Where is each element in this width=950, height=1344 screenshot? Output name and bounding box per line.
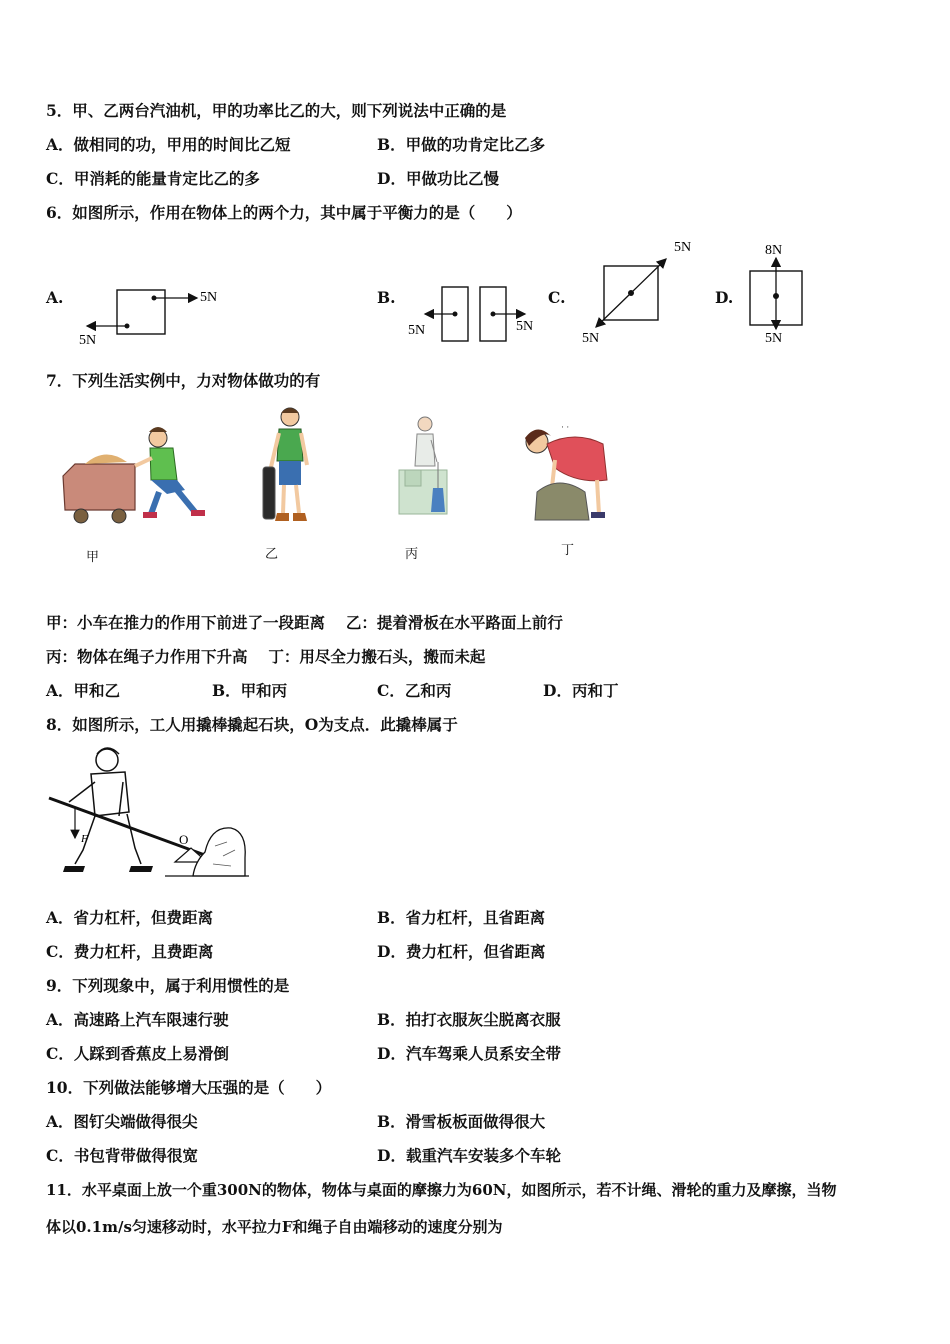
- q8-option-d[interactable]: D．费力杠杆，但省距离: [377, 942, 546, 961]
- q7-pic-label-ding: 丁: [561, 543, 575, 558]
- q6-label-b[interactable]: B.: [377, 288, 396, 307]
- q7-option-a[interactable]: A．甲和乙: [46, 681, 121, 700]
- q5-option-a[interactable]: A．做相同的功，甲用的时间比乙短: [46, 135, 291, 154]
- q9-option-c[interactable]: C．人踩到香蕉皮上易滑倒: [46, 1044, 229, 1063]
- q10-option-d[interactable]: D．载重汽车安装多个车轮: [377, 1146, 561, 1165]
- q8-option-b[interactable]: B．省力杠杆，且省距离: [377, 908, 546, 927]
- q7-desc-line2: 丙：物体在绳子力作用下升高 丁：用尽全力搬石头，搬而未起: [46, 647, 486, 666]
- force-label: 5N: [516, 319, 534, 334]
- q7-desc-line1: 甲：小车在推力的作用下前进了一段距离 乙：提着滑板在水平路面上前行: [46, 613, 563, 632]
- q8-figure-crowbar: [45, 746, 250, 882]
- q10-option-a[interactable]: A．图钉尖端做得很尖: [46, 1112, 198, 1131]
- q11-stem-line1: 11．水平桌面上放一个重300N的物体，物体与桌面的摩擦力为60N，如图所示，若不计绳、滑轮的重力及摩擦，当物: [46, 1181, 837, 1199]
- q9-stem: 9．下列现象中，属于利用惯性的是: [46, 976, 290, 995]
- force-arrow-up-right: [631, 259, 666, 293]
- q6-figure-d: [745, 238, 809, 348]
- q7-pic-yi: [255, 405, 325, 530]
- q6-figure-c: [578, 235, 704, 347]
- q7-pic-ding: [515, 420, 625, 525]
- force-label: 5N: [408, 323, 426, 338]
- q7-pic-jia: [55, 418, 215, 528]
- q7-pic-label-yi: 乙: [265, 547, 279, 562]
- q7-stem: 7．下列生活实例中，力对物体做功的有: [46, 371, 321, 390]
- q8-option-c[interactable]: C．费力杠杆，且费距离: [46, 942, 214, 961]
- q6-stem: 6．如图所示，作用在物体上的两个力，其中属于平衡力的是（ ）: [46, 203, 522, 222]
- q6-figure-b: [405, 280, 545, 346]
- force-label: 5N: [582, 331, 600, 346]
- force-label: 5N: [765, 331, 783, 346]
- q5-option-c[interactable]: C．甲消耗的能量肯定比乙的多: [46, 169, 260, 188]
- q9-option-a[interactable]: A．高速路上汽车限速行驶: [46, 1010, 229, 1029]
- q5-option-d[interactable]: D．甲做功比乙慢: [377, 169, 499, 188]
- q7-option-d[interactable]: D．丙和丁: [543, 681, 619, 700]
- q5-option-b[interactable]: B．甲做的功肯定比乙多: [377, 135, 546, 154]
- q9-option-b[interactable]: B．拍打衣服灰尘脱离衣服: [377, 1010, 561, 1029]
- q6-figure-a: [76, 282, 236, 348]
- q6-label-d[interactable]: D.: [715, 288, 734, 307]
- force-arrow-down-left: [596, 293, 631, 327]
- q8-option-a[interactable]: A．省力杠杆，但费距离: [46, 908, 214, 927]
- q9-option-d[interactable]: D．汽车驾乘人员系安全带: [377, 1044, 561, 1063]
- q7-option-c[interactable]: C．乙和丙: [377, 681, 452, 700]
- block: [117, 290, 165, 334]
- q7-pic-label-jia: 甲: [86, 550, 100, 565]
- force-label: 5N: [674, 240, 692, 255]
- q7-option-b[interactable]: B．甲和丙: [212, 681, 288, 700]
- svg-text:· ·: · ·: [561, 422, 570, 432]
- force-label: 5N: [200, 290, 218, 305]
- force-label: 5N: [79, 333, 97, 348]
- q11-stem-line2: 体以0.1m/s匀速移动时，水平拉力F和绳子自由端移动的速度分别为: [46, 1218, 503, 1236]
- q6-label-a[interactable]: A.: [46, 288, 64, 307]
- q7-pic-label-bing: 丙: [405, 547, 419, 562]
- pivot-label: O: [179, 832, 189, 847]
- q5-stem: 5．甲、乙两台汽油机，甲的功率比乙的大，则下列说法中正确的是: [46, 101, 507, 120]
- q8-stem: 8．如图所示，工人用撬棒撬起石块，O为支点．此撬棒属于: [46, 715, 458, 734]
- q10-option-c[interactable]: C．书包背带做得很宽: [46, 1146, 198, 1165]
- q10-stem: 10．下列做法能够增大压强的是（ ）: [46, 1078, 332, 1097]
- q7-pic-bing: [395, 414, 455, 519]
- q10-option-b[interactable]: B．滑雪板板面做得很大: [377, 1112, 546, 1131]
- q6-label-c[interactable]: C.: [548, 288, 566, 307]
- force-label: 8N: [765, 243, 783, 258]
- force-label: F: [81, 833, 88, 845]
